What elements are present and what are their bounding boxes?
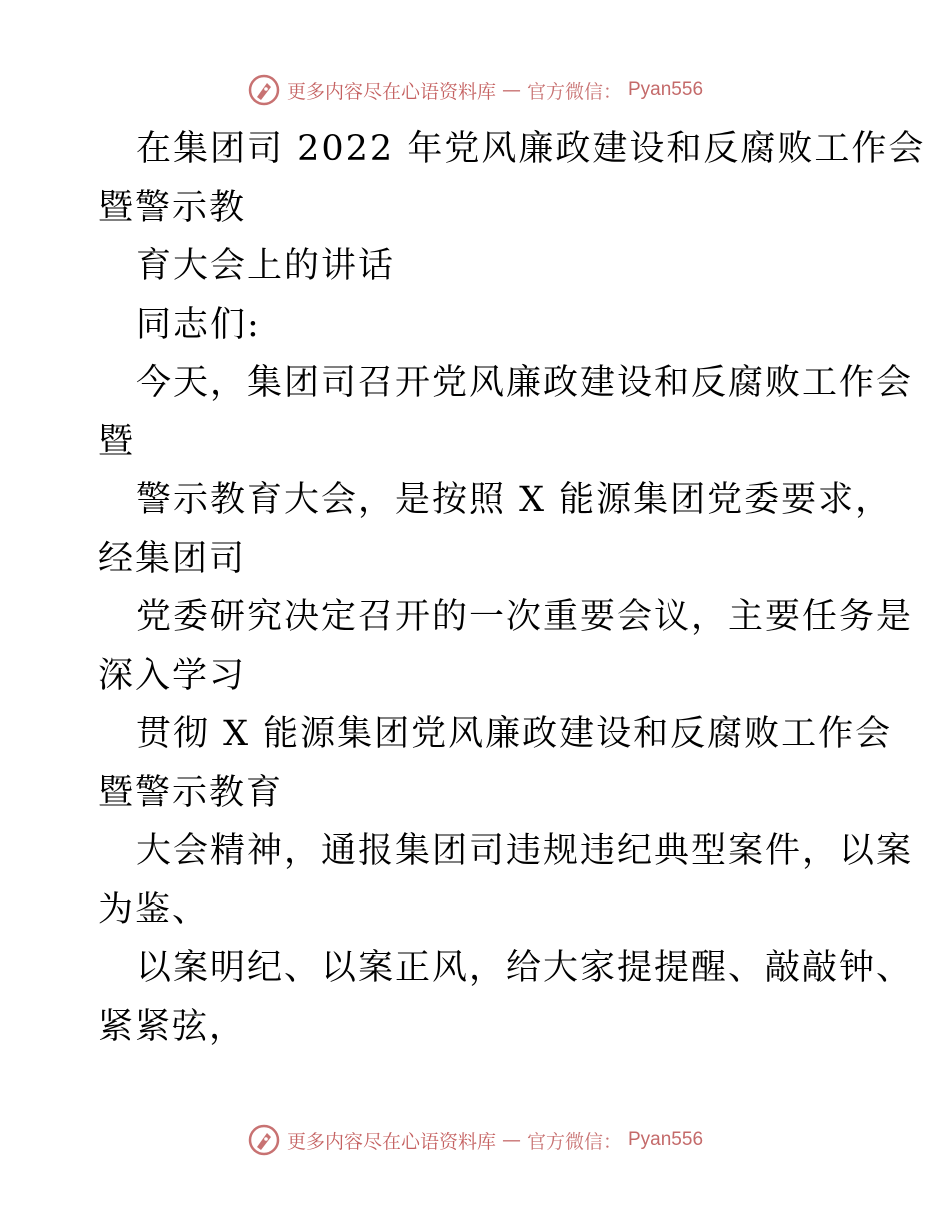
watermark-label: 官方微信： bbox=[526, 1130, 622, 1153]
watermark-brand: 更多内容尽在心语资料库 bbox=[286, 80, 496, 103]
text-line: 党委研究决定召开的一次重要会议，主要任务是 bbox=[136, 597, 914, 637]
text-line: 大会精神，通报集团司违规违纪典型案件，以案 bbox=[136, 831, 914, 871]
text-line: 今天，集团司召开党风廉政建设和反腐败工作会 bbox=[136, 363, 914, 403]
watermark-dash: — bbox=[501, 79, 521, 101]
text-line: 以案明纪、以案正风，给大家提提醒、敲敲钟、 bbox=[136, 948, 914, 988]
text-line: 经集团司 bbox=[98, 538, 247, 579]
text-line: 深入学习 bbox=[98, 655, 247, 696]
text-line: 警示教育大会，是按照 X 能源集团党委要求， bbox=[136, 480, 893, 520]
text-line: 为鉴、 bbox=[98, 889, 210, 930]
pen-nib-logo-icon bbox=[247, 73, 281, 107]
text-line: 在集团司 2022 年党风廉政建设和反腐败工作会 bbox=[136, 129, 926, 169]
watermark-dash: — bbox=[501, 1129, 521, 1151]
watermark-id: Pyan556 bbox=[628, 79, 704, 100]
document-body bbox=[98, 120, 926, 1056]
text-line: 育大会上的讲话 bbox=[136, 246, 396, 286]
watermark-brand: 更多内容尽在心语资料库 bbox=[286, 1130, 496, 1153]
footer-watermark bbox=[0, 1120, 950, 1160]
text-line: 暨警示教 bbox=[98, 187, 247, 228]
header-watermark bbox=[0, 70, 950, 110]
text-line: 暨警示教育 bbox=[98, 772, 284, 813]
watermark-id: Pyan556 bbox=[628, 1129, 704, 1150]
text-line: 贯彻 X 能源集团党风廉政建设和反腐败工作会 bbox=[136, 714, 893, 754]
text-line: 暨 bbox=[98, 421, 136, 462]
text-line: 紧紧弦， bbox=[98, 1006, 247, 1047]
text-line: 同志们: bbox=[136, 304, 261, 345]
pen-nib-logo-icon bbox=[247, 1123, 281, 1157]
watermark-label: 官方微信： bbox=[526, 80, 622, 103]
